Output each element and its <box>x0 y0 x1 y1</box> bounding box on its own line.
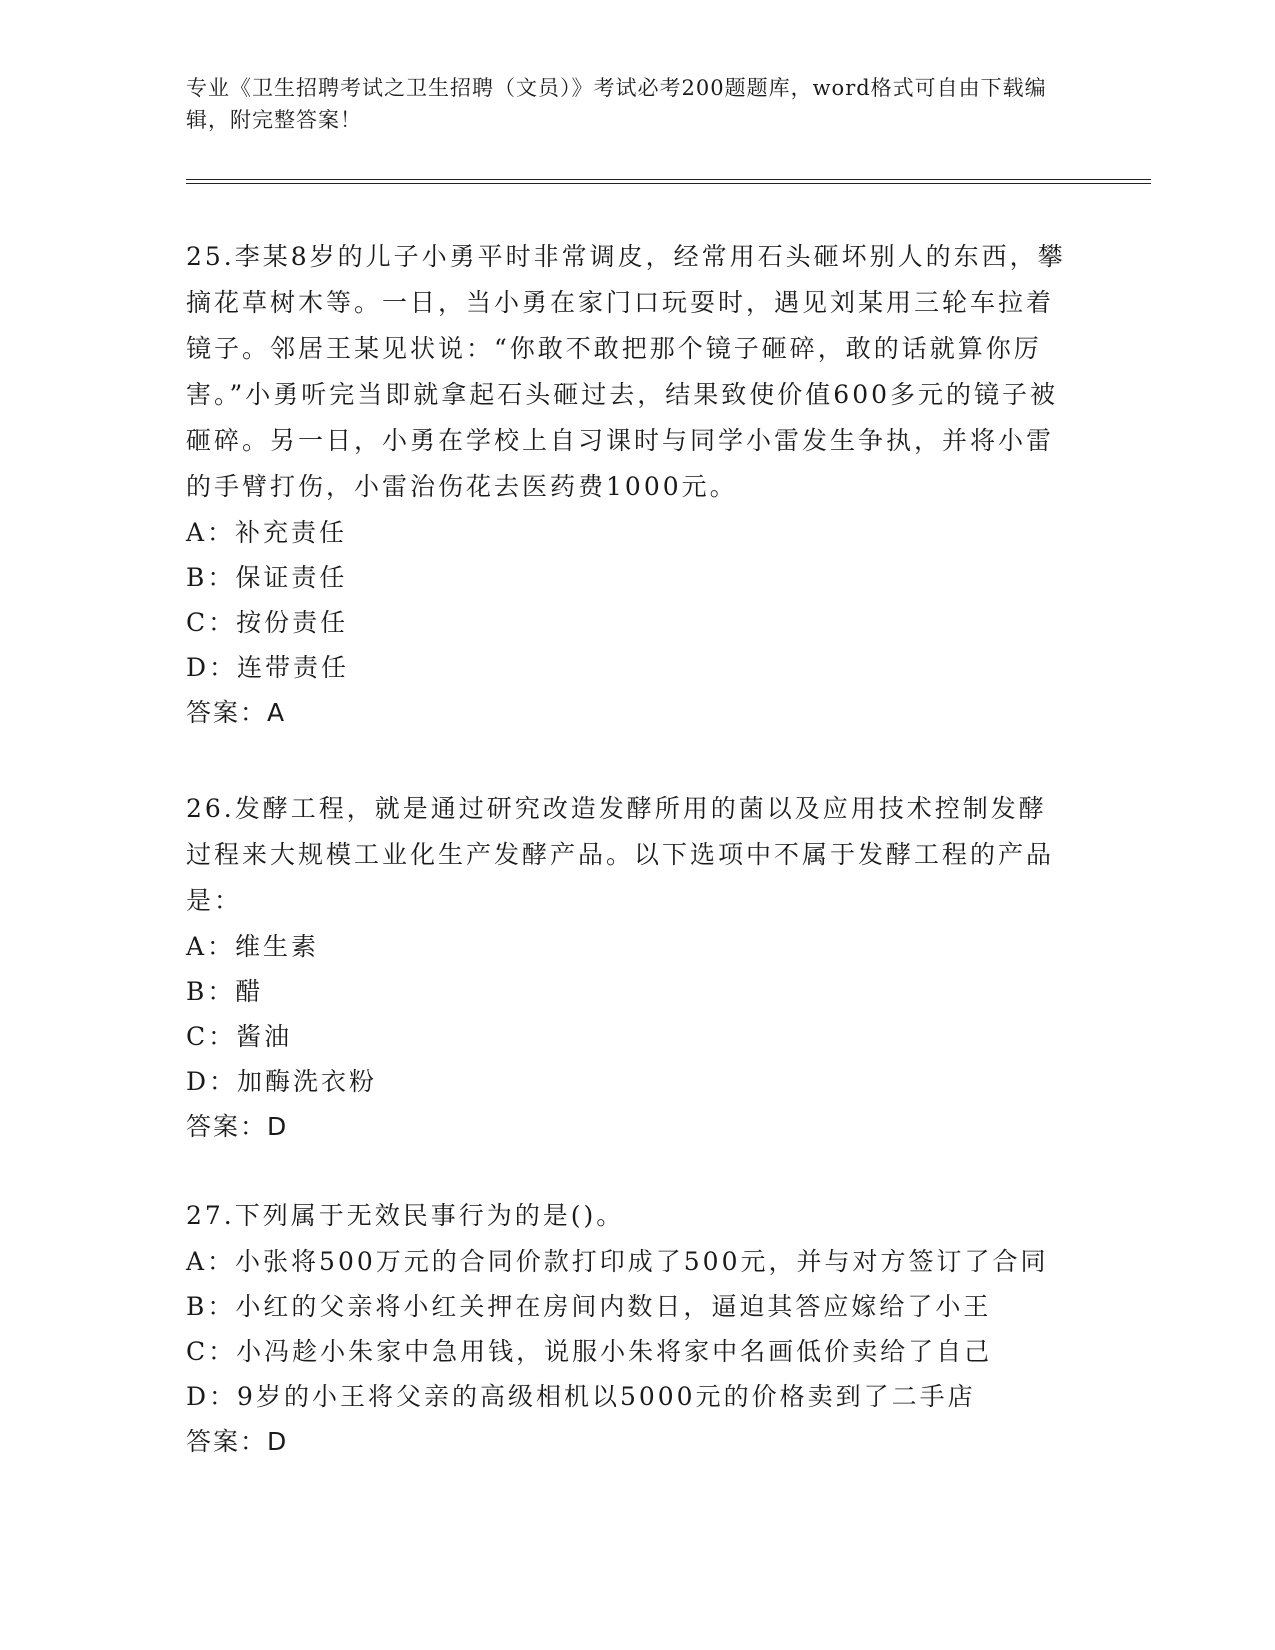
question-27 <box>186 1193 1066 1465</box>
answer-line: 答案：D <box>186 1112 289 1141</box>
option-b: B：保证责任 <box>186 563 348 592</box>
option-b: B：醋 <box>186 977 264 1006</box>
option-b: B：小红的父亲将小红关押在房间内数日，逼迫其答应嫁给了小王 <box>186 1292 992 1321</box>
option-d: D：连带责任 <box>186 653 350 682</box>
option-c: C：酱油 <box>186 1022 293 1051</box>
option-c: C：小冯趁小朱家中急用钱，说服小朱将家中名画低价卖给了自己 <box>186 1337 993 1366</box>
answer-line: 答案：D <box>186 1427 289 1456</box>
option-d: D：9岁的小王将父亲的高级相机以5000元的价格卖到了二手店 <box>186 1382 976 1411</box>
document-header: 专业《卫生招聘考试之卫生招聘（文员）》考试必考200题题库，word格式可自由下载编辑，附完整答案！ <box>186 76 1047 132</box>
header-rule-bottom <box>186 183 1151 184</box>
header-rule-top <box>186 179 1151 180</box>
question-stem: 25.李某8岁的儿子小勇平时非常调皮，经常用石头砸坏别人的东西，攀摘花草树木等。一日，当小勇在家门口玩耍时，遇见刘某用三轮车拉着镜子。邻居王某见状说：“你敢不敢把那个镜子砸碎，敢的话就算你厉害。”小勇听完当即就拿起石头砸过去，结果致使价值600多元的镜子被砸碎。另一日，小勇在学校上自习课时与同学小雷发生争执，并将小雷的手臂打伤，小雷治伤花去医药费1000元。 <box>186 242 1066 501</box>
answer-line: 答案：A <box>186 698 287 727</box>
option-c: C：按份责任 <box>186 608 349 637</box>
question-stem: 26.发酵工程，就是通过研究改造发酵所用的菌以及应用技术控制发酵过程来大规模工业化生产发酵产品。以下选项中不属于发酵工程的产品是： <box>186 794 1055 915</box>
question-25 <box>186 234 1066 736</box>
question-stem: 27.下列属于无效民事行为的是()。 <box>186 1201 625 1230</box>
option-a: A：小张将500万元的合同价款打印成了500元，并与对方签订了合同 <box>186 1247 1049 1276</box>
option-a: A：维生素 <box>186 932 320 961</box>
option-a: A：补充责任 <box>186 518 348 547</box>
question-26 <box>186 786 1066 1150</box>
option-d: D：加酶洗衣粉 <box>186 1067 378 1096</box>
